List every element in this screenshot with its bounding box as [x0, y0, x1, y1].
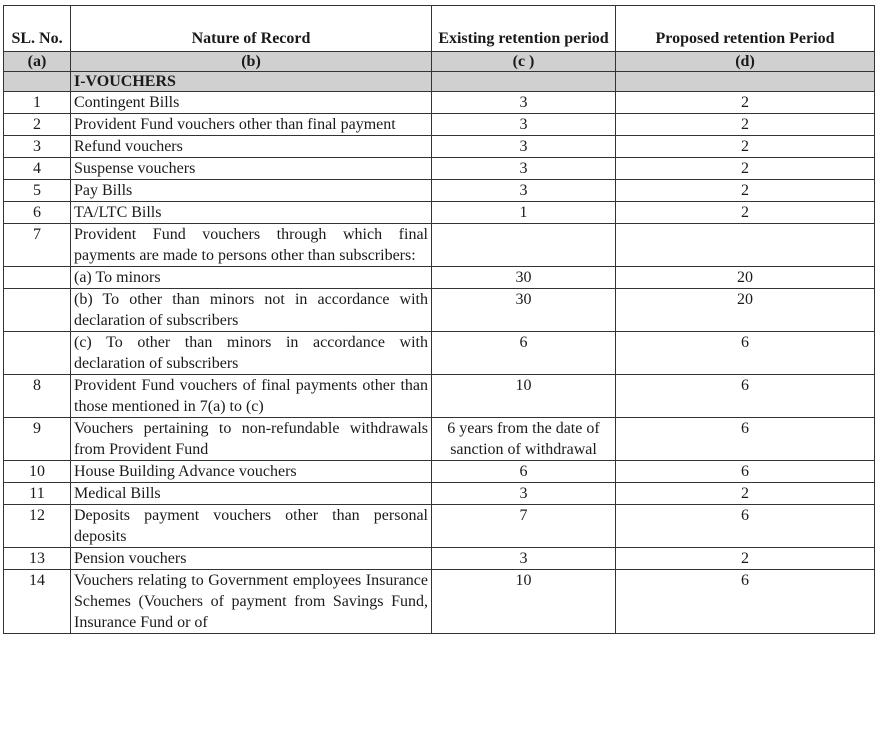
- cell-sl-no: 6: [4, 202, 71, 224]
- cell-nature-of-record: Medical Bills: [71, 483, 432, 505]
- cell-proposed-period: 2: [616, 483, 875, 505]
- cell-proposed-period: 20: [616, 289, 875, 332]
- cell-nature-of-record: Deposits payment vouchers other than personal deposits: [71, 505, 432, 548]
- table-row: [4, 202, 875, 224]
- cell-existing-period: 3: [432, 136, 616, 158]
- cell-sl-no: 1: [4, 92, 71, 114]
- subheader-b: (b): [71, 52, 432, 72]
- cell-proposed-period: 2: [616, 180, 875, 202]
- cell-nature-of-record: Suspense vouchers: [71, 158, 432, 180]
- cell-sl-no: 11: [4, 483, 71, 505]
- table-row: [4, 158, 875, 180]
- table-row: [4, 570, 875, 634]
- cell-nature-of-record: (c) To other than minors in accordance with declaration of subscribers: [71, 332, 432, 375]
- cell-nature-of-record: House Building Advance vouchers: [71, 461, 432, 483]
- cell-sl-no: 13: [4, 548, 71, 570]
- table-row: [4, 483, 875, 505]
- cell-proposed-period: 2: [616, 548, 875, 570]
- cell-nature-of-record: Pay Bills: [71, 180, 432, 202]
- cell-proposed-period: 6: [616, 418, 875, 461]
- cell-existing-period: 3: [432, 114, 616, 136]
- cell-existing-period: 3: [432, 158, 616, 180]
- cell-proposed-period: 2: [616, 136, 875, 158]
- table-row: [4, 505, 875, 548]
- cell-proposed-period: 2: [616, 158, 875, 180]
- cell-proposed-period: 2: [616, 92, 875, 114]
- cell-nature-of-record: (b) To other than minors not in accordance with declaration of subscribers: [71, 289, 432, 332]
- cell-existing-period: 3: [432, 180, 616, 202]
- cell-existing-period: 7: [432, 505, 616, 548]
- cell-sl-no: 3: [4, 136, 71, 158]
- section-row: [4, 72, 875, 92]
- cell-sl-no: 9: [4, 418, 71, 461]
- section-blank: [4, 72, 71, 92]
- table-row: [4, 332, 875, 375]
- table-row: [4, 114, 875, 136]
- header-nature-of-record: Nature of Record: [71, 6, 432, 52]
- cell-sl-no: [4, 332, 71, 375]
- cell-existing-period: 30: [432, 289, 616, 332]
- cell-proposed-period: [616, 224, 875, 267]
- cell-proposed-period: 6: [616, 461, 875, 483]
- cell-existing-period: 6: [432, 461, 616, 483]
- section-blank: [432, 72, 616, 92]
- table-body: [4, 52, 875, 634]
- cell-proposed-period: 6: [616, 570, 875, 634]
- table-row: [4, 136, 875, 158]
- cell-existing-period: [432, 224, 616, 267]
- cell-existing-period: 1: [432, 202, 616, 224]
- table-row: [4, 461, 875, 483]
- cell-nature-of-record: Provident Fund vouchers through which final payments are made to persons other than subscribers:: [71, 224, 432, 267]
- cell-nature-of-record: Provident Fund vouchers other than final payment: [71, 114, 432, 136]
- cell-proposed-period: 6: [616, 375, 875, 418]
- header-sl-no: SL. No.: [4, 6, 71, 52]
- section-blank: [616, 72, 875, 92]
- cell-nature-of-record: Provident Fund vouchers of final payments other than those mentioned in 7(a) to (c): [71, 375, 432, 418]
- cell-nature-of-record: Contingent Bills: [71, 92, 432, 114]
- cell-nature-of-record: Pension vouchers: [71, 548, 432, 570]
- table-row: [4, 92, 875, 114]
- table-row: [4, 289, 875, 332]
- table-row: [4, 267, 875, 289]
- table-row: [4, 375, 875, 418]
- cell-existing-period: 10: [432, 375, 616, 418]
- cell-sl-no: [4, 289, 71, 332]
- header-proposed-retention: Proposed retention Period: [616, 6, 875, 52]
- retention-table: [3, 5, 875, 634]
- cell-sl-no: [4, 267, 71, 289]
- table-row: [4, 180, 875, 202]
- header-existing-retention: Existing retention period: [432, 6, 616, 52]
- cell-existing-period: 3: [432, 92, 616, 114]
- cell-existing-period: 6: [432, 332, 616, 375]
- table-row: [4, 548, 875, 570]
- cell-sl-no: 7: [4, 224, 71, 267]
- table-row: [4, 224, 875, 267]
- cell-existing-period: 3: [432, 548, 616, 570]
- cell-nature-of-record: Refund vouchers: [71, 136, 432, 158]
- table-row: [4, 418, 875, 461]
- cell-sl-no: 8: [4, 375, 71, 418]
- cell-proposed-period: 2: [616, 202, 875, 224]
- cell-sl-no: 4: [4, 158, 71, 180]
- cell-nature-of-record: TA/LTC Bills: [71, 202, 432, 224]
- cell-sl-no: 10: [4, 461, 71, 483]
- cell-existing-period: 6 years from the date of sanction of withdrawal: [432, 418, 616, 461]
- cell-sl-no: 12: [4, 505, 71, 548]
- cell-sl-no: 5: [4, 180, 71, 202]
- section-title: I-VOUCHERS: [71, 72, 432, 92]
- subheader-c: (c ): [432, 52, 616, 72]
- cell-proposed-period: 6: [616, 332, 875, 375]
- cell-existing-period: 10: [432, 570, 616, 634]
- subheader-a: (a): [4, 52, 71, 72]
- cell-existing-period: 30: [432, 267, 616, 289]
- cell-nature-of-record: Vouchers relating to Government employees Insurance Schemes (Vouchers of payment from Savings Fund, Insurance Fund or of: [71, 570, 432, 634]
- cell-proposed-period: 6: [616, 505, 875, 548]
- cell-proposed-period: 20: [616, 267, 875, 289]
- cell-sl-no: 2: [4, 114, 71, 136]
- subheader-row: [4, 52, 875, 72]
- cell-existing-period: 3: [432, 483, 616, 505]
- cell-proposed-period: 2: [616, 114, 875, 136]
- cell-sl-no: 14: [4, 570, 71, 634]
- cell-nature-of-record: (a) To minors: [71, 267, 432, 289]
- cell-nature-of-record: Vouchers pertaining to non-refundable withdrawals from Provident Fund: [71, 418, 432, 461]
- subheader-d: (d): [616, 52, 875, 72]
